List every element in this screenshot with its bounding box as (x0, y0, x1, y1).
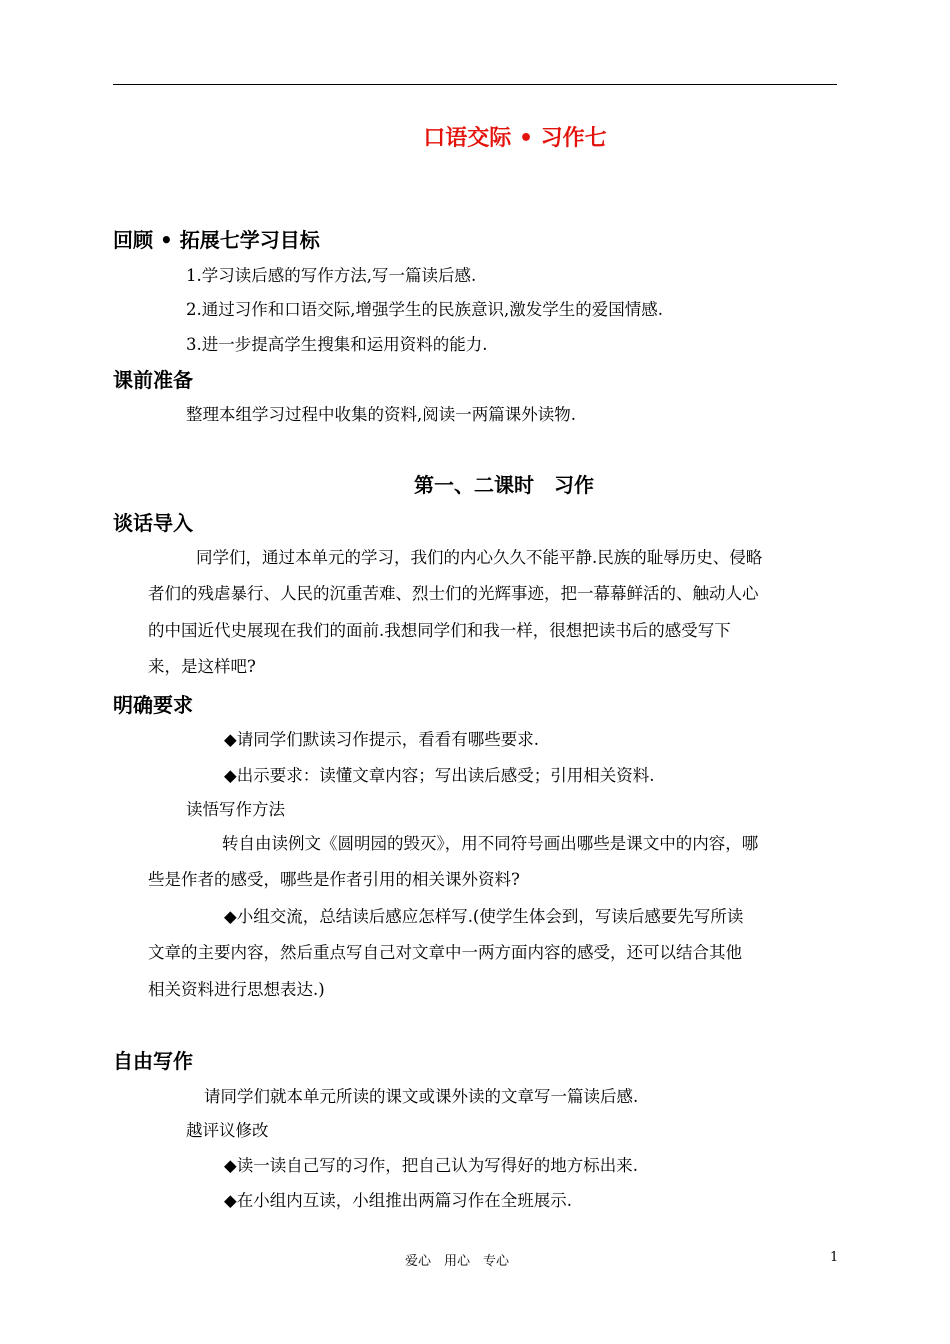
heading-introduction: 谈话导入 (113, 511, 193, 535)
intro-line-1: 同学们，通过本单元的学习，我们的内心久久不能平静.民族的耻辱历史、侵略 (196, 548, 763, 567)
review-bullet-2: ◆在小组内互读，小组推出两篇习作在全班展示. (224, 1191, 572, 1210)
document-title: 口语交际 • 习作七 (423, 126, 607, 151)
heading-preparation: 课前准备 (113, 368, 193, 392)
lesson-title: 第一、二课时 习作 (414, 473, 594, 497)
method-line-2: 些是作者的感受，哪些是作者引用的相关课外资料? (148, 870, 520, 889)
intro-line-3: 的中国近代史展现在我们的面前.我想同学们和我一样，很想把读书后的感受写下 (148, 621, 731, 640)
intro-line-2: 者们的残虐暴行、人民的沉重苦难、烈士们的光辉事迹，把一幕幕鲜活的、触动人心 (148, 584, 759, 603)
method-line-1: 转自由读例文《圆明园的毁灭》，用不同符号画出哪些是课文中的内容，哪 (222, 834, 759, 853)
requirement-bullet-1: ◆请同学们默读习作提示，看看有哪些要求. (224, 730, 539, 749)
goal-item-2: 2.通过习作和口语交际,增强学生的民族意识,激发学生的爱国情感. (186, 300, 663, 319)
subheading-review: 越评议修改 (186, 1121, 269, 1140)
header-rule (113, 84, 837, 85)
intro-line-4: 来，是这样吧? (148, 657, 256, 676)
discussion-line-3: 相关资料进行思想表达.) (148, 980, 325, 999)
goal-item-3: 3.进一步提高学生搜集和运用资料的能力. (186, 335, 488, 354)
preparation-text: 整理本组学习过程中收集的资料,阅读一两篇课外读物. (186, 405, 576, 424)
footer-motto: 爱心 用心 专心 (405, 1254, 510, 1269)
free-writing-text: 请同学们就本单元所读的课文或课外读的文章写一篇读后感. (204, 1087, 639, 1106)
heading-learning-goals: 回顾 • 拓展七学习目标 (113, 228, 320, 252)
subheading-writing-method: 读悟写作方法 (186, 800, 285, 819)
heading-requirements: 明确要求 (113, 693, 193, 717)
review-bullet-1: ◆读一读自己写的习作，把自己认为写得好的地方标出来. (224, 1156, 638, 1175)
page-number: 1 (830, 1250, 839, 1265)
heading-free-writing: 自由写作 (113, 1049, 193, 1073)
discussion-line-2: 文章的主要内容，然后重点写自己对文章中一两方面内容的感受，还可以结合其他 (148, 943, 742, 962)
goal-item-1: 1.学习读后感的写作方法,写一篇读后感. (186, 266, 477, 285)
requirement-bullet-2: ◆出示要求：读懂文章内容；写出读后感受；引用相关资料. (224, 766, 655, 785)
discussion-line-1: ◆小组交流，总结读后感应怎样写.(使学生体会到，写读后感要先写所读 (224, 907, 744, 926)
